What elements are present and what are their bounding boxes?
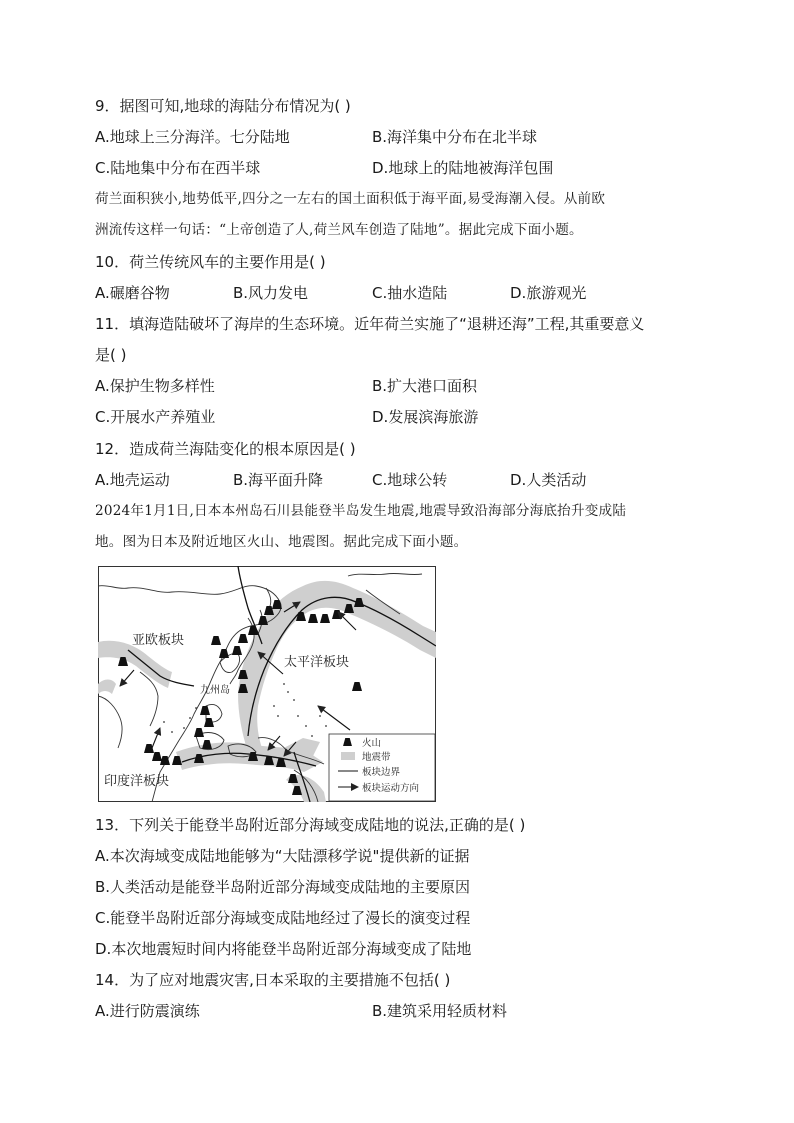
q9-option-c: C.陆地集中分布在西半球 xyxy=(95,159,261,177)
label-pacific-plate: 太平洋板块 xyxy=(284,655,350,670)
legend-plate-motion: 板块运动方向 xyxy=(362,783,420,794)
japan-volcano-earthquake-map xyxy=(98,566,436,802)
q9-option-d: D.地球上的陆地被海洋包围 xyxy=(372,159,554,177)
q9-stem: 9．据图可知,地球的海陆分布情况为( ) xyxy=(95,97,351,115)
q11-stem-line1: 11．填海造陆破坏了海岸的生态环境。近年荷兰实施了“退耕还海”工程,其重要意义 xyxy=(95,315,645,333)
q10-option-d: D.旅游观光 xyxy=(510,284,587,302)
intro-noto-line2: 地。图为日本及附近地区火山、地震图。据此完成下面小题。 xyxy=(95,534,468,550)
q11-option-c: C.开展水产养殖业 xyxy=(95,408,216,426)
legend-earthquake-belt: 地震带 xyxy=(362,752,391,763)
q11-option-b: B.扩大港口面积 xyxy=(372,377,478,395)
q10-stem: 10．荷兰传统风车的主要作用是( ) xyxy=(95,253,326,271)
q13-option-a: A.本次海域变成陆地能够为“大陆漂移学说"提供新的证据 xyxy=(95,847,470,865)
intro-netherlands-line2: 洲流传这样一句话：“上帝创造了人,荷兰风车创造了陆地”。据此完成下面小题。 xyxy=(95,222,583,238)
q10-option-b: B.风力发电 xyxy=(233,284,309,302)
q10-option-a: A.碾磨谷物 xyxy=(95,284,170,302)
label-eurasian-plate: 亚欧板块 xyxy=(132,633,185,648)
q13-option-b: B.人类活动是能登半岛附近部分海域变成陆地的主要原因 xyxy=(95,878,471,896)
q14-stem: 14．为了应对地震灾害,日本采取的主要措施不包括( ) xyxy=(95,971,451,989)
q9-option-b: B.海洋集中分布在北半球 xyxy=(372,128,538,146)
q14-option-b: B.建筑采用轻质材料 xyxy=(372,1002,508,1020)
q12-option-c: C.地球公转 xyxy=(372,471,448,489)
q11-option-a: A.保护生物多样性 xyxy=(95,377,215,395)
legend-plate-boundary: 板块边界 xyxy=(362,767,401,778)
intro-noto-line1: 2024年1月1日,日本本州岛石川县能登半岛发生地震,地震导致沿海部分海底抬升变成陆 xyxy=(95,503,627,519)
legend-volcano: 火山 xyxy=(362,738,382,749)
q13-option-d: D.本次地震短时间内将能登半岛附近部分海域变成了陆地 xyxy=(95,940,472,958)
q14-option-a: A.进行防震演练 xyxy=(95,1002,200,1020)
q12-stem: 12．造成荷兰海陆变化的根本原因是( ) xyxy=(95,440,356,458)
q12-option-d: D.人类活动 xyxy=(510,471,587,489)
q9-option-a: A.地球上三分海洋。七分陆地 xyxy=(95,128,290,146)
q11-option-d: D.发展滨海旅游 xyxy=(372,408,479,426)
q13-stem: 13．下列关于能登半岛附近部分海域变成陆地的说法,正确的是( ) xyxy=(95,816,526,834)
q11-stem-line2: 是( ) xyxy=(95,346,127,364)
q12-option-a: A.地壳运动 xyxy=(95,471,170,489)
label-kyushu: 九州岛 xyxy=(200,685,230,696)
q13-option-c: C.能登半岛附近部分海域变成陆地经过了漫长的演变过程 xyxy=(95,909,471,927)
q12-option-b: B.海平面升降 xyxy=(233,471,324,489)
q10-option-c: C.抽水造陆 xyxy=(372,284,448,302)
map-legend xyxy=(329,734,435,801)
label-indian-ocean-plate: 印度洋板块 xyxy=(104,774,170,789)
intro-netherlands-line1: 荷兰面积狭小,地势低平,四分之一左右的国土面积低于海平面,易受海潮入侵。从前欧 xyxy=(95,191,606,207)
